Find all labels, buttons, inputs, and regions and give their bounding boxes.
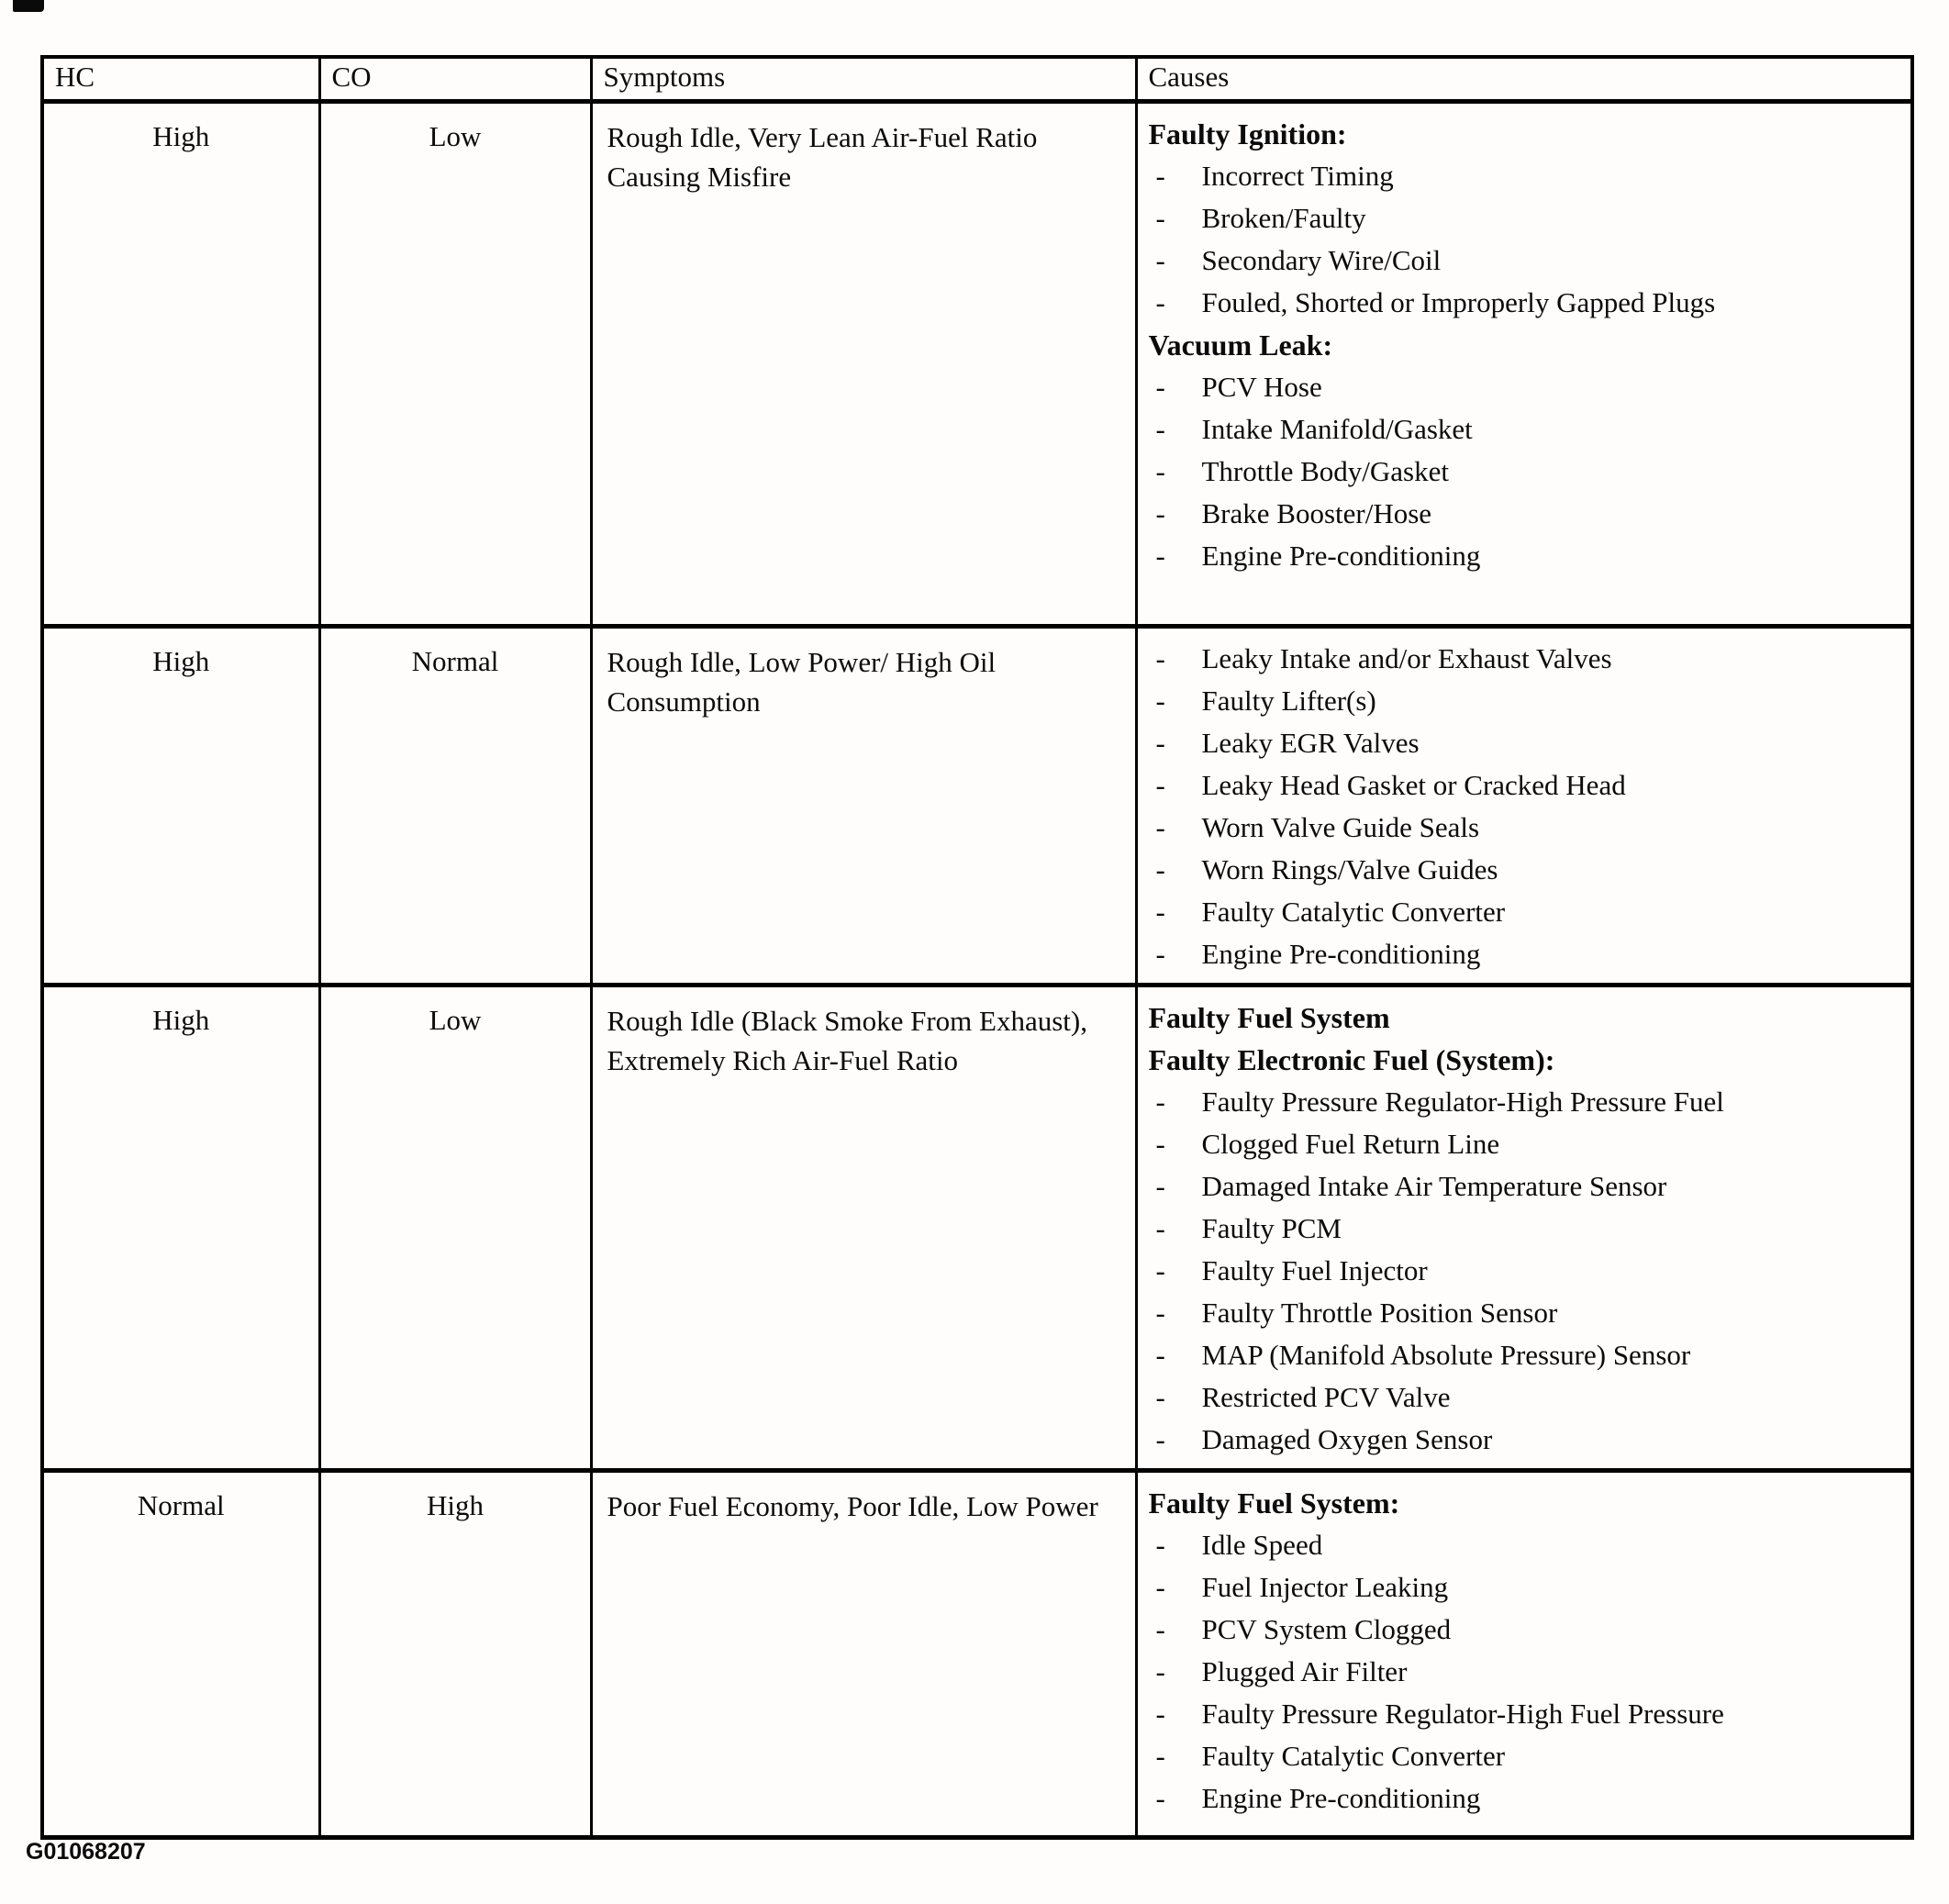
cause-item — [1149, 849, 1899, 891]
dash-bullet: - — [1155, 1571, 1165, 1603]
dash-bullet: - — [1155, 1529, 1165, 1561]
cause-text: Broken/Faulty — [1201, 202, 1366, 234]
cause-item — [1149, 1081, 1899, 1123]
figure-id: G01068207 — [26, 1839, 146, 1865]
dash-bullet: - — [1155, 1698, 1165, 1730]
symptoms-cell: Poor Fuel Economy, Poor Idle, Low Power — [591, 1471, 1136, 1838]
cause-item — [1149, 1566, 1899, 1609]
cause-item — [1149, 239, 1899, 282]
symptoms-cell: Rough Idle, Low Power/ High Oil Consumption — [591, 627, 1136, 985]
cause-item — [1149, 493, 1899, 535]
cause-heading: Faulty Fuel System: — [1148, 1486, 1400, 1520]
cause-item — [1149, 1609, 1899, 1651]
cause-item — [1149, 1123, 1899, 1165]
dash-bullet: - — [1155, 1740, 1165, 1772]
cause-text: Restricted PCV Valve — [1201, 1381, 1451, 1413]
cause-text: Incorrect Timing — [1201, 160, 1394, 192]
cause-text: Faulty Catalytic Converter — [1201, 1740, 1506, 1772]
dash-bullet: - — [1155, 497, 1165, 529]
dash-bullet: - — [1155, 1297, 1165, 1329]
causes-cell — [1136, 102, 1912, 627]
cause-item — [1149, 1165, 1899, 1208]
table-row — [42, 102, 1912, 627]
cause-item — [1149, 722, 1899, 764]
dash-bullet: - — [1155, 455, 1165, 487]
col-header-causes: Causes — [1136, 57, 1912, 102]
hc-value-cell: High — [42, 985, 319, 1471]
col-header-hc: HC — [42, 57, 319, 102]
co-value-cell: Normal — [319, 627, 591, 985]
dash-bullet: - — [1155, 286, 1165, 318]
cause-text: Faulty Fuel Injector — [1201, 1254, 1428, 1286]
cause-item — [1149, 282, 1899, 324]
table-row — [42, 985, 1912, 1471]
dash-bullet: - — [1155, 1381, 1165, 1413]
cause-item — [1149, 764, 1899, 807]
cause-item — [1149, 366, 1899, 408]
causes-cell — [1136, 627, 1912, 985]
symptoms-cell: Rough Idle, Very Lean Air-Fuel Ratio Causing Misfire — [591, 102, 1136, 627]
dash-bullet: - — [1155, 1655, 1165, 1687]
cause-heading: Faulty Electronic Fuel (System): — [1148, 1043, 1555, 1076]
cause-text: Faulty PCM — [1201, 1212, 1342, 1244]
cause-text: Plugged Air Filter — [1201, 1655, 1408, 1687]
cause-item — [1149, 408, 1899, 451]
cause-text: PCV Hose — [1201, 371, 1322, 403]
cause-item — [1149, 1419, 1899, 1461]
cause-item — [1149, 1250, 1899, 1292]
dash-bullet: - — [1155, 1613, 1165, 1645]
cause-text: Engine Pre-conditioning — [1201, 938, 1481, 970]
cause-text: Throttle Body/Gasket — [1201, 455, 1449, 487]
dash-bullet: - — [1155, 1128, 1165, 1160]
dash-bullet: - — [1155, 853, 1165, 885]
cause-text: Fuel Injector Leaking — [1201, 1571, 1449, 1603]
cause-text: Worn Valve Guide Seals — [1201, 811, 1480, 843]
dash-bullet: - — [1155, 413, 1165, 445]
dash-bullet: - — [1155, 896, 1165, 928]
cause-text: Secondary Wire/Coil — [1201, 244, 1442, 276]
dash-bullet: - — [1155, 1170, 1165, 1202]
cause-item — [1149, 1376, 1899, 1419]
cause-item — [1149, 197, 1899, 239]
cause-item — [1149, 933, 1899, 975]
cause-text: Fouled, Shorted or Improperly Gapped Plugs — [1201, 286, 1716, 318]
dash-bullet: - — [1155, 727, 1165, 759]
cause-text: Leaky EGR Valves — [1201, 727, 1420, 759]
cause-item — [1149, 680, 1899, 722]
dash-bullet: - — [1155, 371, 1165, 403]
causes-cell — [1136, 985, 1912, 1471]
cause-text: Faulty Catalytic Converter — [1201, 896, 1506, 928]
cause-item — [1149, 807, 1899, 849]
cause-text: Damaged Oxygen Sensor — [1201, 1423, 1493, 1455]
dash-bullet: - — [1155, 1782, 1165, 1814]
dash-bullet: - — [1155, 811, 1165, 843]
cause-text: Intake Manifold/Gasket — [1201, 413, 1473, 445]
dash-bullet: - — [1155, 642, 1165, 674]
dash-bullet: - — [1155, 1423, 1165, 1455]
dash-bullet: - — [1155, 202, 1165, 234]
co-value-cell: High — [319, 1471, 591, 1838]
dash-bullet: - — [1155, 1339, 1165, 1371]
dash-bullet: - — [1155, 938, 1165, 970]
cause-text: Engine Pre-conditioning — [1201, 1782, 1481, 1814]
symptoms-cell: Rough Idle (Black Smoke From Exhaust), Extremely Rich Air-Fuel Ratio — [591, 985, 1136, 1471]
cause-text: Faulty Throttle Position Sensor — [1201, 1297, 1558, 1329]
cause-item — [1149, 1693, 1899, 1735]
dash-bullet: - — [1155, 540, 1165, 572]
cause-text: Idle Speed — [1201, 1529, 1323, 1561]
cause-text: Faulty Pressure Regulator-High Fuel Pressure — [1201, 1698, 1724, 1730]
cause-text: PCV System Clogged — [1201, 1613, 1452, 1645]
dash-bullet: - — [1155, 1086, 1165, 1118]
col-header-symptoms: Symptoms — [591, 57, 1136, 102]
cause-text: MAP (Manifold Absolute Pressure) Sensor — [1201, 1339, 1691, 1371]
table-row — [42, 1471, 1912, 1838]
cause-item — [1149, 1292, 1899, 1334]
hc-value-cell: Normal — [42, 1471, 319, 1838]
cause-heading: Faulty Fuel System — [1148, 1001, 1390, 1034]
cause-text: Faulty Lifter(s) — [1201, 685, 1376, 717]
dash-bullet: - — [1155, 685, 1165, 717]
cause-item — [1149, 451, 1899, 493]
cause-text: Damaged Intake Air Temperature Sensor — [1201, 1170, 1667, 1202]
scan-artifact — [13, 0, 44, 12]
cause-text: Engine Pre-conditioning — [1201, 540, 1481, 572]
cause-item — [1149, 638, 1899, 680]
cause-item — [1149, 1208, 1899, 1250]
cause-item — [1149, 155, 1899, 197]
cause-item — [1149, 1334, 1899, 1376]
co-value-cell: Low — [319, 985, 591, 1471]
cause-text: Faulty Pressure Regulator-High Pressure Fuel — [1201, 1086, 1724, 1118]
hc-value-cell: High — [42, 102, 319, 627]
dash-bullet: - — [1155, 244, 1165, 276]
emissions-diagnostic-table — [40, 55, 1914, 1840]
cause-heading: Faulty Ignition: — [1148, 117, 1347, 150]
dash-bullet: - — [1155, 1212, 1165, 1244]
cause-item — [1149, 1735, 1899, 1777]
co-value-cell: Low — [319, 102, 591, 627]
cause-item — [1149, 1524, 1899, 1566]
cause-item — [1149, 1651, 1899, 1693]
cause-item — [1149, 535, 1899, 577]
dash-bullet: - — [1155, 769, 1165, 801]
cause-text: Worn Rings/Valve Guides — [1201, 853, 1498, 885]
causes-cell — [1136, 1471, 1912, 1838]
cause-text: Brake Booster/Hose — [1201, 497, 1432, 529]
cause-item — [1149, 891, 1899, 933]
hc-value-cell: High — [42, 627, 319, 985]
col-header-co: CO — [319, 57, 591, 102]
header-row — [42, 57, 1912, 102]
cause-text: Clogged Fuel Return Line — [1201, 1128, 1500, 1160]
dash-bullet: - — [1155, 160, 1165, 192]
table-row — [42, 627, 1912, 985]
cause-heading: Vacuum Leak: — [1148, 328, 1333, 362]
cause-item — [1149, 1777, 1899, 1820]
cause-text: Leaky Intake and/or Exhaust Valves — [1201, 642, 1612, 674]
dash-bullet: - — [1155, 1254, 1165, 1286]
cause-text: Leaky Head Gasket or Cracked Head — [1201, 769, 1626, 801]
